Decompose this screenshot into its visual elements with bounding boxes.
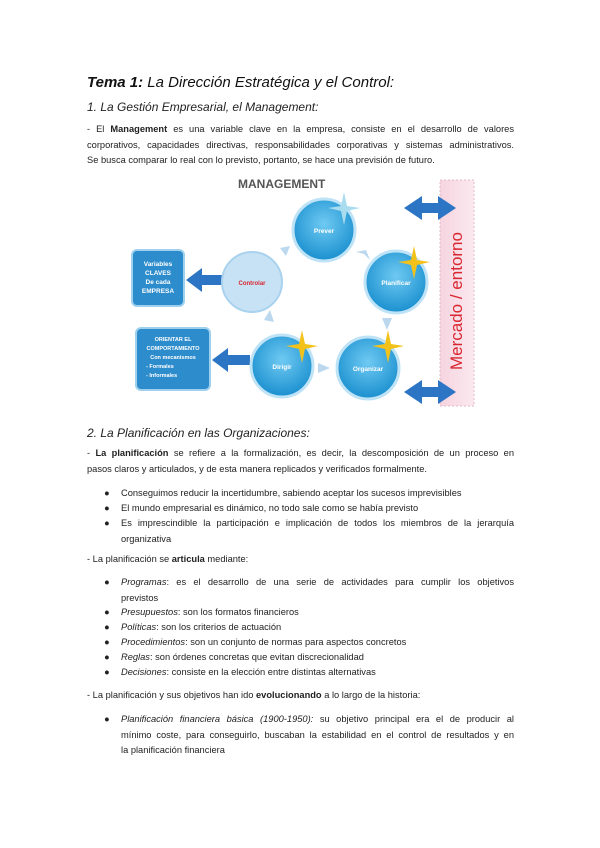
market-label: Mercado / entorno — [447, 232, 466, 370]
arrow-to-bottom-box — [212, 348, 250, 372]
box-bottom-line3: Con mecanismos — [150, 355, 196, 361]
section1-intro: - El Management es una variable clave en la empresa, consiste en el desarrollo de valores corporativos, capacidades directivas, responsabilidades corporativas y sistemas administrativos. Se busca comparar lo real con lo previsto, portanto, se hace una previsión de futuro. — [87, 124, 514, 165]
management-diagram — [120, 170, 480, 410]
cycle-arrow-5 — [280, 246, 290, 256]
section2-evolucion: - La planificación y sus objetivos han ido evolucionando a lo largo de la historia: — [87, 690, 421, 700]
box-bottom-line5: - Informales — [146, 373, 178, 379]
section1-heading: 1. La Gestión Empresarial, el Management: — [87, 100, 319, 114]
node-planificar-label: Planificar — [381, 280, 411, 287]
box-top-line4: EMPRESA — [141, 288, 175, 295]
box-top-line3: De cada — [145, 279, 171, 286]
box-bottom-line4: - Formales — [146, 364, 174, 370]
cycle-arrow-2 — [382, 318, 392, 330]
cycle-arrow-4 — [264, 310, 274, 322]
box-bottom-line2: COMPORTAMIENTO — [146, 346, 200, 352]
arrow-to-top-box — [186, 268, 224, 292]
section2-intro: - La planificación se refiere a la formalización, es decir, la descomposición de un proceso en pasos claros y articulados, y de esta manera replicados y verificados formalmente. — [87, 448, 514, 474]
section2-articula: - La planificación se articula mediante: — [87, 554, 249, 564]
diagram-title: MANAGEMENT — [238, 177, 326, 191]
node-prever-label: Prever — [313, 228, 335, 235]
box-top-line2: CLAVES — [145, 270, 171, 277]
page-title: Tema 1: La Dirección Estratégica y el Control: — [87, 74, 395, 91]
box-top-line1: Variables — [143, 261, 173, 268]
box-bottom-line1: ORIENTAR EL — [154, 337, 192, 343]
node-organizar-label: Organizar — [352, 366, 384, 373]
node-dirigir-label: Dirigir — [272, 364, 292, 371]
cycle-arrow-3 — [318, 363, 330, 373]
document-page: Tema 1: La Dirección Estratégica y el Control: 1. La Gestión Empresarial, el Management: - El Management es una variable clave en la empresa, consiste en el desarrollo de valores corporativos, capacidades directivas, responsabilidades corporativas y sistemas administrativos. Se busca comparar lo real con lo previsto, portanto, se hace una previsión de futuro. MANAGEMENT Mercado / entorno Variables CLAVES De cada EMPRESA ORIENTAR EL COMPORTAMIENTO Con mecanismos - Formales - Informales Controlar Prever Planificar Organizar Dirigir 2. La Planificación en las Organizaciones: - La planificación se refiere a la formalización, es decir, la descomposición de un proceso en pasos claros y articulados, y de esta manera replicados y verificados formalmente. ● Conseguimos reducir la incertidumbre, sabiendo aceptar los sucesos imprevisibles ● El mundo empresarial es dinámico, no todo sale como se había previsto ● Es imprescindible la participación e implicación de todos los miembros de la jerarquía organizativa - La planificación se articula mediante: ● Programas: es el desarrollo de una serie de actividades para cumplir los objetivos previstos ● Presupuestos: son los formatos financieros ● Políticas: son los criterios de actuación ● Procedimientos: son un conjunto de normas para aspectos concretos ● Reglas: son órdenes concretas que evitan discrecionalidad ● Decisiones: consiste en la elección entre distintas alternativas - La planificación y sus objetivos han ido evolucionando a lo largo de la historia: ● Planificación financiera básica (1900-1950): su objetivo principal era el de producir al mínimo coste, para conseguirlo, buscaban la estabilidad en el control de resultados y en la planificación financiera — [87, 74, 514, 755]
section2-heading: 2. La Planificación en las Organizaciones: — [87, 426, 310, 440]
node-controlar-label: Controlar — [238, 281, 266, 287]
box-variables-claves — [132, 250, 184, 306]
cycle-arrow-1 — [356, 250, 370, 260]
